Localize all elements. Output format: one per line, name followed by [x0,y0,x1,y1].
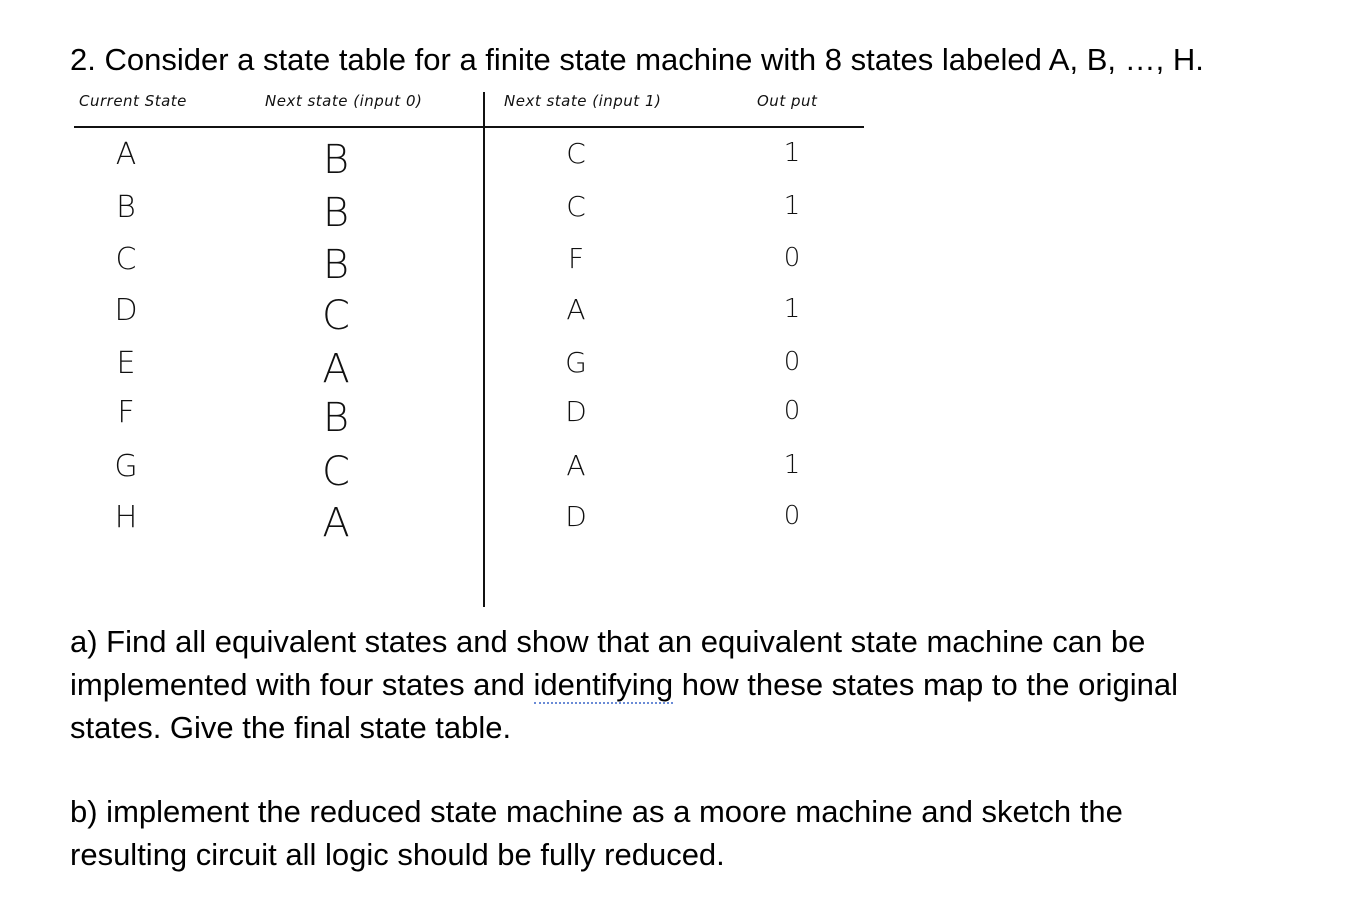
cell-output: 1 [783,191,801,221]
cell-current-state: H [114,500,138,535]
cell-next-state-input-1: G [565,346,587,379]
part-b-text [70,790,1290,876]
cell-output: 1 [783,294,801,324]
cell-next-state-input-1: C [566,190,586,223]
part-a-line-2-post: how these states map to the original [673,667,1179,702]
table-header-rule [74,126,864,128]
part-a-text [70,620,1290,749]
part-a-line-1: a) Find all equivalent states and show that an equivalent state machine can be [70,624,1146,659]
cell-output: 0 [783,243,801,273]
part-a-line-2 [70,663,1290,706]
cell-output: 0 [783,347,801,377]
question-title: 2. Consider a state table for a finite state machine with 8 states labeled A, B, …, H. [70,42,1204,77]
part-a-spellcheck-word: identifying [533,667,674,702]
cell-current-state: B [116,190,136,225]
cell-next-state-input-1: C [566,137,586,170]
header-next-state-input-0: Next state (input 0) [265,92,423,110]
cell-next-state-input-1: A [566,449,586,482]
header-current-state: Current State [79,92,187,110]
header-output: Out put [757,92,818,110]
cell-next-state-input-1: F [567,242,585,275]
cell-current-state: D [114,293,138,328]
cell-output: 1 [783,450,801,480]
cell-next-state-input-1: D [565,395,587,428]
cell-next-state-input-0: B [322,242,350,288]
part-b-line-2: resulting circuit all logic should be fully reduced. [70,837,725,872]
cell-current-state: F [117,395,135,430]
part-a-line-2-pre: implemented with four states and [70,667,534,702]
cell-output: 1 [783,138,801,168]
cell-output: 0 [783,501,801,531]
cell-current-state: C [115,242,137,277]
header-next-state-input-1: Next state (input 1) [504,92,662,110]
cell-current-state: A [115,137,137,172]
cell-current-state: E [116,346,136,381]
part-b-line-1: b) implement the reduced state machine as a moore machine and sketch the [70,794,1123,829]
part-a-line-3: states. Give the final state table. [70,710,512,745]
cell-current-state: G [114,449,138,484]
table-column-divider [483,92,485,607]
cell-next-state-input-0: C [322,293,350,339]
cell-next-state-input-1: A [566,293,586,326]
cell-next-state-input-0: C [322,449,350,495]
cell-next-state-input-0: B [322,137,350,183]
cell-next-state-input-0: B [322,395,350,441]
cell-next-state-input-0: B [322,190,350,236]
cell-next-state-input-0: A [322,346,350,392]
cell-next-state-input-1: D [565,500,587,533]
cell-next-state-input-0: A [322,500,350,546]
cell-output: 0 [783,396,801,426]
